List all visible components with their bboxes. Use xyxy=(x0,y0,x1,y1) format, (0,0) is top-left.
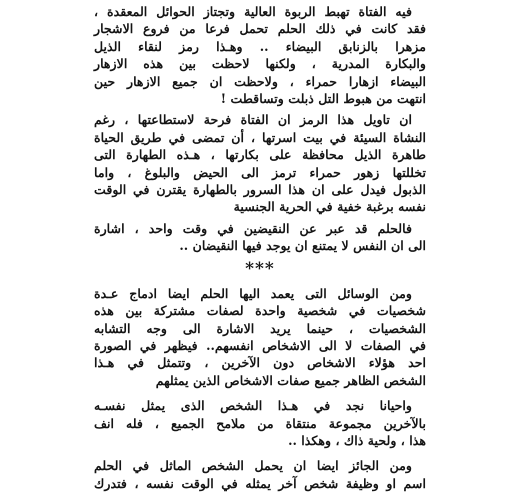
text-line: فيه الفتاة تهبط الربوة العالية وتجتاز الحوائل المعقدة ، xyxy=(94,4,412,19)
text-line: احد هؤلاء الاشخاص دون الآخرين ، وتتمثل في هـذا xyxy=(94,355,426,371)
text-line: مزهرا بالزنابق البيضاء .. وهـذا رمز لنقاء الذيل xyxy=(94,38,426,54)
text-line: هذا ، ولحية ذاك ، وهكذا .. xyxy=(288,432,426,448)
paragraph-two-opposites xyxy=(94,220,426,255)
text-line: البيضاء ازهارا حمراء ، ولاحظت ان جميع الازهار حين xyxy=(94,73,426,89)
text-line: ان تاويل هذا الرمز ان الفتاة فرحة لاستطاعتها ، رغم xyxy=(94,112,412,128)
text-line: شخصيات في شخصية واحدة لصفات مشتركة بين هذه xyxy=(94,303,426,319)
text-line: فقد كانت في ذلك الحلم تحمل فرعا من فروع الاشجار xyxy=(94,21,426,37)
text-line: انتهت من هبوط التل ذبلت وتساقطت ! xyxy=(220,91,426,107)
text-line: الشخصيات ، حينما يريد الاشارة الى وجه التشابه xyxy=(94,320,426,336)
section-separator: *** xyxy=(245,258,275,279)
text-line: النشاة السيئة في بيت اسرتها ، أن تمضى في طريق الحياة xyxy=(94,129,426,145)
paragraph-name-or-role xyxy=(94,457,426,492)
paragraph-girl-descends-hill xyxy=(94,3,426,107)
paragraph-symbol-interpretation xyxy=(94,111,426,215)
text-line: الى ان النفس لا يمتنع ان يوجد فيها النقيضان .. xyxy=(179,238,426,254)
text-line: الشخص الظاهر جميع صفات الاشخاص الذين يمثلهم xyxy=(155,372,426,388)
text-line: في الصفات لا الى الاشخاص انفسهم.. فيظهر في الصورة xyxy=(94,337,426,353)
text-line: والبكارة المدرية ، ولكنها لاحظت بين هذه الازهار xyxy=(94,56,426,72)
paragraph-merging-characters xyxy=(94,285,426,389)
text-line: الذبول فيدل على ان هذا السرور بالطهارة يقترن في الوقت xyxy=(94,182,426,198)
text-line: بالآخرين مجموعة منتقاة من ملامح الجميع ، فله انف xyxy=(94,415,426,431)
text-line: طاهرة الذيل محافظة على بكارتها ، هـذه الطهارة التى xyxy=(94,147,426,163)
text-line: تخللتها زهور حمراء ترمز الى الحيض والبلوغ ، واما xyxy=(94,164,426,180)
text-line: ومن الجائز ايضا ان يحمل الشخص الماثل في الحلم xyxy=(94,458,412,474)
text-line: فالحلم قد عبر عن النقيضين في وقت واحد ، اشارة xyxy=(94,220,412,236)
paragraph-composite-features xyxy=(94,397,426,449)
text-line: نفسه برغبة خفية في الحرية الجنسية xyxy=(233,199,426,215)
text-line: واحيانا نجد في هـذا الشخص الذى يمثل نفسـه xyxy=(94,398,412,414)
text-line: ومن الوسائل التى يعمد اليها الحلم ايضا ادماج عـدة xyxy=(94,285,412,301)
text-line: اسم او وظيفة شخص آخر يمثله في الوقت نفسه ، فتدرك xyxy=(94,475,426,491)
